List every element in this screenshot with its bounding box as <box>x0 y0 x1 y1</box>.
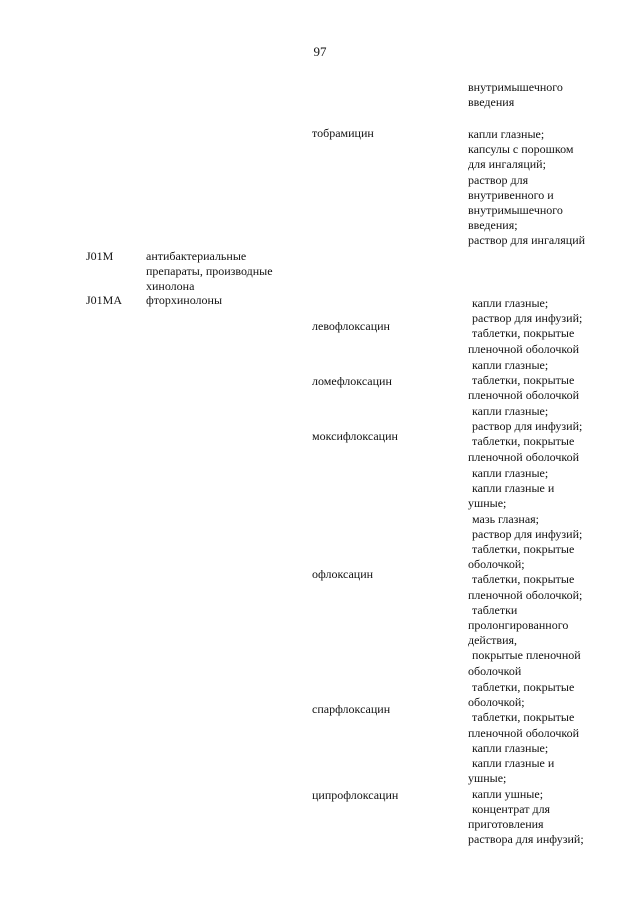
form-line: таблетки, покрытые <box>472 434 575 449</box>
form-line: капли глазные; <box>472 296 549 310</box>
previous-drug-forms-continuation <box>468 80 628 110</box>
form-line: для ингаляций; <box>468 157 546 172</box>
form-line: капли глазные; <box>472 358 549 372</box>
form-line: пленочной оболочкой <box>468 725 580 740</box>
form-line: внутримышечного <box>468 80 563 94</box>
form-line: действия, <box>468 633 518 648</box>
form-line: капли глазные; <box>468 127 545 141</box>
drug-name-sparfloxacin: спарфлоксацин <box>312 702 391 716</box>
drug-name-levofloxacin: левофлоксацин <box>312 319 390 333</box>
form-line: ушные; <box>468 496 507 511</box>
form-line: концентрат для <box>472 801 551 816</box>
form-line: раствор для инфузий; <box>472 419 583 434</box>
form-line: раствор для инфузий; <box>472 526 583 541</box>
drug-forms-lomefloxacin <box>468 358 628 404</box>
form-line: пленочной оболочкой <box>468 449 580 464</box>
form-line: капли глазные; <box>472 741 549 755</box>
drug-name-tobramycin: тобрамицин <box>312 126 374 140</box>
form-line: введения; <box>468 218 518 233</box>
form-line: оболочкой; <box>468 695 525 710</box>
form-line: оболочкой <box>468 663 522 678</box>
form-line: оболочкой; <box>468 557 525 572</box>
page-number: 97 <box>313 44 327 59</box>
group-line: препараты, производные <box>146 264 273 278</box>
group-line: хинолона <box>146 279 195 293</box>
form-line: введения <box>468 95 515 110</box>
form-line: внутримышечного <box>468 203 563 218</box>
form-line: таблетки, покрытые <box>472 373 575 388</box>
form-line: таблетки, покрытые <box>472 326 575 341</box>
form-line: приготовления <box>468 817 544 832</box>
form-line: раствор для ингаляций <box>468 233 586 248</box>
form-line: капли глазные; <box>472 466 549 480</box>
form-line: внутривенного и <box>468 187 554 202</box>
form-line: покрытые пленочной <box>472 648 581 663</box>
drug-name-moxifloxacin: моксифлоксацин <box>312 429 398 443</box>
atc-code-j01m: J01M <box>86 249 114 263</box>
form-line: пролонгированного <box>468 618 569 633</box>
form-line: раствора для инфузий; <box>468 832 584 847</box>
drug-forms-ciprofloxacin <box>468 741 628 847</box>
form-line: ушные; <box>468 771 507 786</box>
form-line: таблетки, покрытые <box>472 572 575 587</box>
group-line: фторхинолоны <box>146 293 223 307</box>
form-line: пленочной оболочкой <box>468 388 580 403</box>
form-line: раствор для инфузий; <box>472 311 583 326</box>
form-line: таблетки <box>472 602 518 617</box>
form-line: капли глазные; <box>472 404 549 418</box>
form-line: пленочной оболочкой; <box>468 587 583 602</box>
drug-forms-moxifloxacin <box>468 404 628 465</box>
form-line: таблетки, покрытые <box>472 680 575 694</box>
atc-group-j01ma <box>146 293 296 308</box>
form-line: мазь глазная; <box>472 511 540 526</box>
atc-group-j01m <box>146 249 296 294</box>
drug-forms-ofloxacin <box>468 466 628 679</box>
form-line: капсулы с порошком <box>468 142 574 157</box>
form-line: таблетки, покрытые <box>472 542 575 557</box>
drug-forms-levofloxacin <box>468 296 628 357</box>
drug-forms-tobramycin <box>468 127 628 249</box>
drug-name-ofloxacin: офлоксацин <box>312 567 374 581</box>
drug-forms-sparfloxacin <box>468 680 628 741</box>
form-line: раствор для <box>468 172 529 187</box>
form-line: капли глазные и <box>472 756 555 771</box>
form-line: капли глазные и <box>472 481 555 496</box>
form-line: пленочной оболочкой <box>468 341 580 356</box>
drug-name-lomefloxacin: ломефлоксацин <box>312 374 392 388</box>
drug-name-ciprofloxacin: ципрофлоксацин <box>312 788 399 802</box>
atc-code-j01ma: J01MA <box>86 293 123 307</box>
form-line: капли ушные; <box>472 786 544 801</box>
form-line: таблетки, покрытые <box>472 710 575 725</box>
group-line: антибактериальные <box>146 249 247 263</box>
